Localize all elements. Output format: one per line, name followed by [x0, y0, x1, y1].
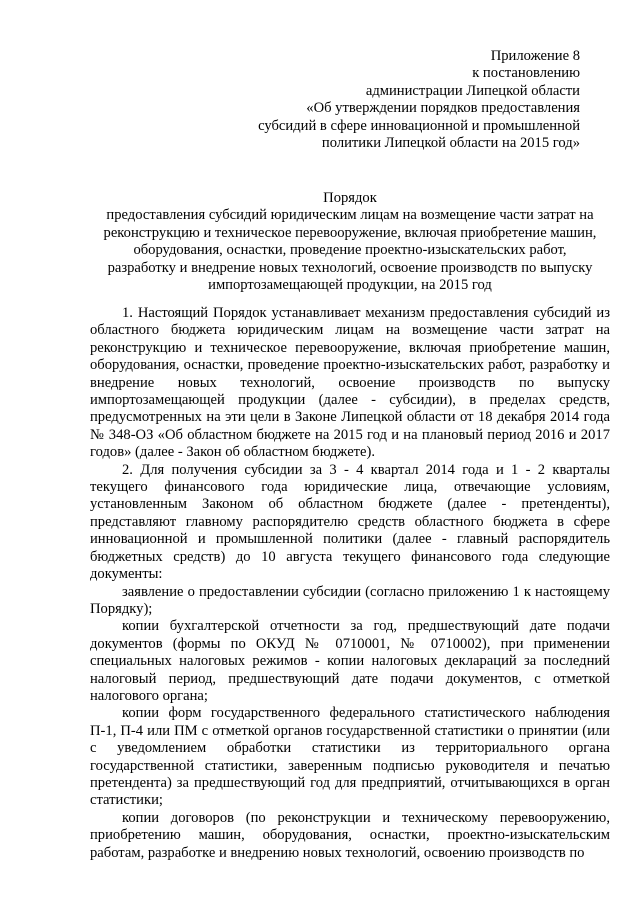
appendix-line: к постановлению [472, 65, 580, 82]
appendix-line: «Об утверждении порядков предоставления [306, 100, 580, 117]
appendix-line: политики Липецкой области на 2015 год» [321, 135, 580, 152]
title-line: оборудования, оснастки, проведение проектно-изыскательских работ, [133, 242, 567, 259]
paragraph-2: 2. Для получения субсидии за 3 - 4 квартал 2014 года и 1 - 2 кварталы текущего финансового года юридические лица, отвечающие условиям, установленным Законом об областном бюджете (далее - претенденты), представляют главному распорядителю средств областного бюджета в сфере инновационной и промышленной политики (далее - главный распорядитель бюджетных средств) до 10 августа текущего финансового года следующие документы: [90, 461, 610, 583]
document-page [90, 0, 610, 905]
paragraph-application: заявление о предоставлении субсидии (согласно приложению 1 к настоящему Порядку); [90, 583, 610, 617]
appendix-line: Приложение 8 [490, 48, 580, 64]
title-line: предоставления субсидий юридическим лицам на возмещение части затрат на [106, 207, 594, 224]
paragraph-1: 1. Настоящий Порядок устанавливает механизм предоставления субсидий из областного бюджета юридическим лицам на возмещение части затрат на реконструкцию и техническое перевооружение, включая приобретение машин, оборудования, оснастки, проведение проектно-изыскательских работ, разработку и внедрение новых технологий, освоение производств по выпуску импортозамещающей продукции (далее - субсидии), в пределах средств, предусмотренных на эти цели в Законе Липецкой области от 18 декабря 2014 года № 348-ОЗ «Об областном бюджете на 2015 год и на плановый период 2016 и 2017 годов» (далее - Закон об областном бюджете). [90, 305, 610, 461]
title-heading: Порядок [323, 190, 377, 206]
appendix-header [160, 48, 580, 152]
appendix-line: субсидий в сфере инновационной и промышленной [258, 117, 580, 134]
appendix-line: администрации Липецкой области [365, 82, 580, 99]
paragraph-statistics: копии форм государственного федерального статистического наблюдения П-1, П-4 или ПМ с отметкой органов государственной статистики о принятии (или с уведомлением обработки статистики из территориального органа государственной статистики, заверенным подписью руководителя и печатью претендента) за предшествующий год для предприятий, отчитывающихся в орган статистики; [90, 705, 610, 809]
title-line: импортозамещающей продукции, на 2015 год [208, 277, 492, 294]
title-line: разработку и внедрение новых технологий, освоение производств по выпуску [107, 259, 593, 276]
document-title [90, 190, 610, 294]
paragraph-contracts: копии договоров (по реконструкции и техническому перевооружению, приобретению машин, оборудования, оснастки, проектно-изыскательским работам, разработке и внедрению новых технологий, освоению производств по [90, 809, 610, 861]
title-line: реконструкцию и техническое перевооружение, включая приобретение машин, [103, 224, 597, 241]
document-body [90, 305, 610, 862]
paragraph-accounting: копии бухгалтерской отчетности за год, предшествующий дате подачи документов (формы по ОКУД № 0710001, № 0710002), при применении специальных налоговых режимов - копии налоговых деклараций за последний налоговый период, предшествующий дате подачи документов, с отметкой налогового органа; [90, 618, 610, 704]
